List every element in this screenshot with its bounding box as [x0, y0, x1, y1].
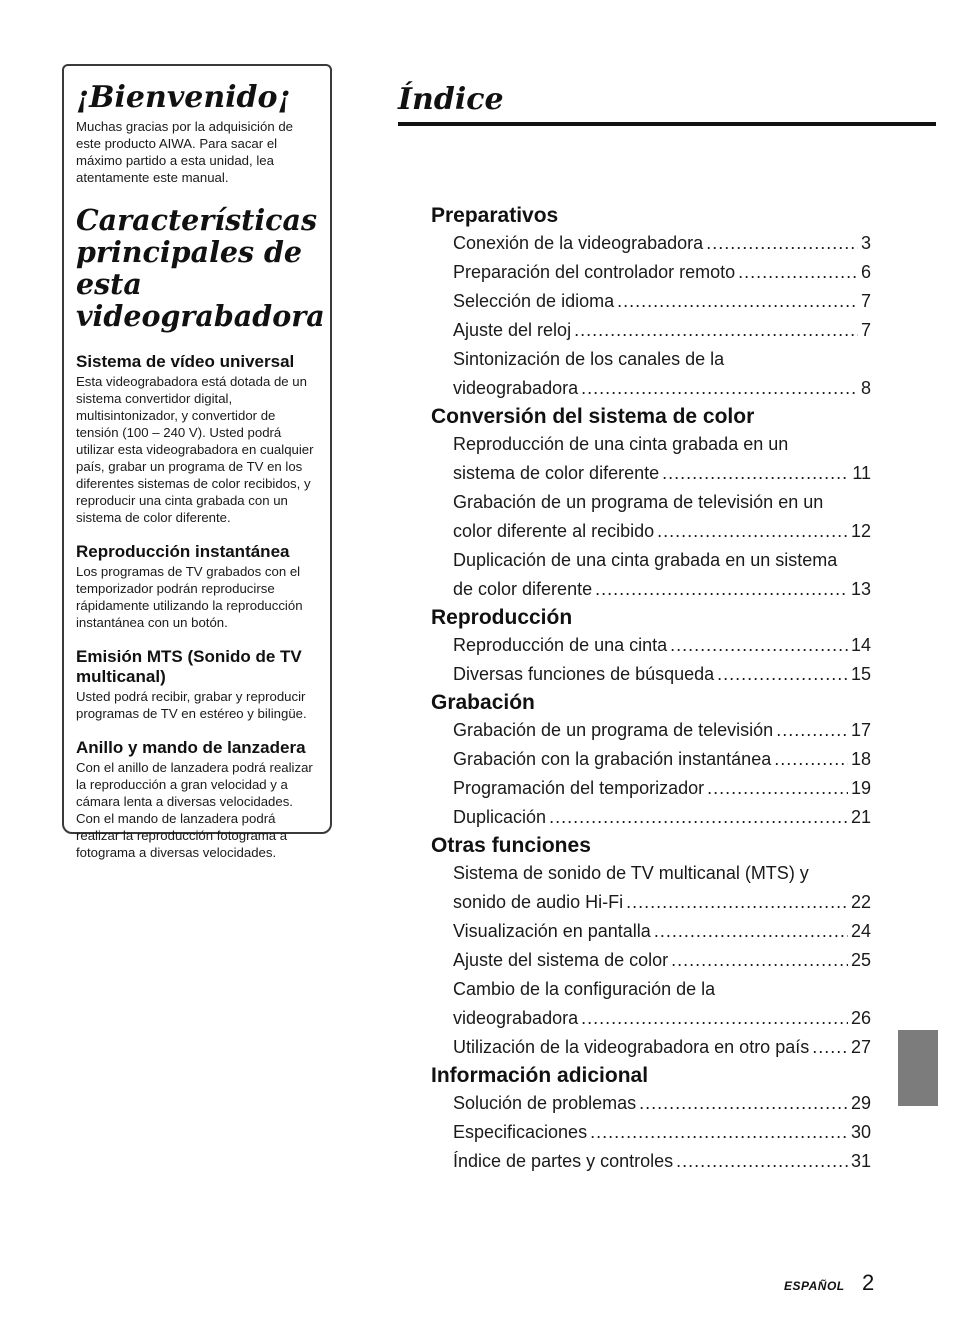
section-thumb-tab [898, 1030, 938, 1106]
toc-entry [453, 946, 871, 975]
toc-entry [453, 1089, 871, 1118]
toc-entry-label: Selección de idioma [453, 291, 615, 311]
toc-entry [453, 488, 871, 517]
toc-entry-label: Especificaciones [453, 1122, 588, 1142]
toc-entry-page: 22 [850, 892, 871, 912]
toc-entry-label: Ajuste del sistema de color [453, 950, 669, 970]
feature-item [76, 542, 320, 631]
feature-text: Los programas de TV grabados con el temporizador podrán reproducirse rápidamente utilizando la reproducción instantánea con un botón. [76, 564, 303, 630]
toc-entry-page: 30 [850, 1122, 871, 1142]
toc-entry-label: de color diferente [453, 579, 593, 599]
leader-dots [595, 575, 848, 604]
feature-heading: Sistema de vídeo universal [76, 352, 295, 371]
leader-dots [657, 517, 848, 546]
toc-entry [453, 1033, 871, 1062]
toc-entry-label: sistema de color diferente [453, 463, 660, 483]
toc-entry-label: Duplicación [453, 807, 547, 827]
toc-entry-label: Ajuste del reloj [453, 320, 572, 340]
toc-entry-label: Duplicación de una cinta grabada en un sistema [453, 550, 838, 570]
leader-dots [676, 1147, 848, 1176]
toc-entry [453, 917, 871, 946]
page-number: 2 [862, 1270, 875, 1295]
toc-entry-page: 31 [850, 1151, 871, 1171]
welcome-title: ¡Bienvenido¡ [76, 80, 291, 115]
toc-entry [453, 374, 871, 403]
leader-dots [549, 803, 848, 832]
toc-entry-label: Grabación de un programa de televisión [453, 720, 774, 740]
feature-item [76, 647, 320, 722]
toc-section [431, 202, 871, 403]
toc-entry [453, 1118, 871, 1147]
toc-entry-page: 26 [850, 1008, 871, 1028]
table-of-contents [431, 202, 871, 1176]
toc-entry [453, 803, 871, 832]
toc-entry-page: 6 [860, 262, 871, 282]
toc-entry-page: 21 [850, 807, 871, 827]
toc-entry-page: 29 [850, 1093, 871, 1113]
leader-dots [581, 374, 858, 403]
toc-entry-label: Sintonización de los canales de la [453, 349, 725, 369]
feature-item [76, 352, 320, 526]
toc-entry-page: 7 [860, 320, 871, 340]
toc-entry [453, 430, 871, 459]
toc-entry [453, 459, 871, 488]
leader-dots [707, 774, 848, 803]
leader-dots [590, 1118, 848, 1147]
leader-dots [639, 1089, 848, 1118]
feature-heading: Emisión MTS (Sonido de TV multicanal) [76, 647, 302, 686]
toc-entry-page: 13 [850, 579, 871, 599]
toc-entry [453, 774, 871, 803]
toc-entry-label: Conexión de la videograbadora [453, 233, 704, 253]
toc-entry [453, 716, 871, 745]
toc-entry-label: Cambio de la configuración de la [453, 979, 716, 999]
toc-entry [453, 975, 871, 1004]
toc-entry-label: Preparación del controlador remoto [453, 262, 736, 282]
toc-entry-label: Solución de problemas [453, 1093, 637, 1113]
leader-dots [626, 888, 848, 917]
leader-dots [717, 660, 848, 689]
toc-section [431, 689, 871, 832]
leader-dots [671, 946, 848, 975]
feature-text: Usted podrá recibir, grabar y reproducir programas de TV en estéreo y bilingüe. [76, 689, 307, 721]
toc-entry [453, 660, 871, 689]
toc-entry-label: Grabación con la grabación instantánea [453, 749, 772, 769]
welcome-text: Muchas gracias por la adquisición de este producto AIWA. Para sacar el máximo partido a esta unidad, lea atentamente este manual. [76, 119, 293, 185]
toc-section [431, 1062, 871, 1176]
toc-entry [453, 316, 871, 345]
leader-dots [574, 316, 858, 345]
toc-section [431, 604, 871, 689]
toc-entry-label: videograbadora [453, 1008, 579, 1028]
feature-heading: Anillo y mando de lanzadera [76, 738, 306, 757]
leader-dots [662, 459, 849, 488]
toc-entry-page: 27 [850, 1037, 871, 1057]
leader-dots [738, 258, 858, 287]
toc-section-heading: Reproducción [431, 606, 573, 629]
toc-entry [453, 745, 871, 774]
toc-entry [453, 517, 871, 546]
features-title: Características principales de esta videograbadora [76, 203, 325, 333]
toc-entry [453, 546, 871, 575]
feature-heading: Reproducción instantánea [76, 542, 290, 561]
toc-entry-page: 25 [850, 950, 871, 970]
feature-text: Esta videograbadora está dotada de un sistema convertidor digital, multisintonizador, y convertidor de tensión (100 – 240 V). Usted podrá utilizar esta videograbadora en cualquier país, grabar un programa de TV en los diferentes sistemas de color recibidos, y reproducir una cinta grabada con un sistema de color diferente. [76, 374, 314, 525]
toc-entry-label: sonido de audio Hi-Fi [453, 892, 624, 912]
toc-section [431, 832, 871, 1062]
toc-entry-page: 14 [850, 635, 871, 655]
leader-dots [776, 716, 848, 745]
toc-entry-label: Índice de partes y controles [453, 1151, 674, 1171]
toc-entry-page: 3 [860, 233, 871, 253]
toc-entry-label: Grabación de un programa de televisión en un [453, 492, 824, 512]
toc-section-heading: Grabación [431, 691, 535, 714]
toc-entry-label: Diversas funciones de búsqueda [453, 664, 715, 684]
toc-entry [453, 229, 871, 258]
toc-entry-page: 11 [852, 463, 871, 483]
toc-entry-label: Visualización en pantalla [453, 921, 651, 941]
toc-section-heading: Conversión del sistema de color [431, 405, 755, 428]
toc-entry-page: 17 [850, 720, 871, 740]
toc-entry-label: Sistema de sonido de TV multicanal (MTS) y [453, 863, 809, 883]
leader-dots [670, 631, 848, 660]
toc-entry-label: Programación del temporizador [453, 778, 705, 798]
toc-section-heading: Otras funciones [431, 834, 591, 857]
toc-section-heading: Preparativos [431, 204, 559, 227]
leader-dots [654, 917, 848, 946]
toc-entry-page: 19 [850, 778, 871, 798]
leader-dots [581, 1004, 848, 1033]
toc-section-heading: Información adicional [431, 1064, 649, 1087]
toc-entry-page: 15 [850, 664, 871, 684]
toc-entry-label: color diferente al recibido [453, 521, 655, 541]
feature-item [76, 738, 320, 861]
toc-entry-page: 7 [860, 291, 871, 311]
toc-entry-page: 24 [850, 921, 871, 941]
leader-dots [617, 287, 858, 316]
toc-entry-page: 12 [850, 521, 871, 541]
leader-dots [812, 1033, 848, 1062]
welcome-features-box [62, 64, 332, 860]
toc-entry [453, 859, 871, 888]
toc-entry [453, 1147, 871, 1176]
feature-text: Con el anillo de lanzadera podrá realizar la reproducción a gran velocidad y a cámara lenta a diversas velocidades. Con el mando de lanzadera podrá realizar la reproducción fotograma a fotograma a diversas velocidades. [76, 760, 313, 860]
toc-entry-label: Utilización de la videograbadora en otro país [453, 1037, 810, 1057]
toc-entry [453, 258, 871, 287]
toc-entry-label: videograbadora [453, 378, 579, 398]
toc-entry-label: Reproducción de una cinta grabada en un [453, 434, 789, 454]
toc-entry [453, 345, 871, 374]
toc-section [431, 403, 871, 604]
leader-dots [706, 229, 858, 258]
toc-entry-page: 8 [860, 378, 871, 398]
index-title: Índice [398, 82, 504, 117]
leader-dots [774, 745, 848, 774]
toc-entry [453, 631, 871, 660]
toc-entry [453, 287, 871, 316]
index-divider [398, 122, 936, 126]
toc-entry [453, 575, 871, 604]
toc-entry-label: Reproducción de una cinta [453, 635, 668, 655]
toc-entry [453, 1004, 871, 1033]
footer-language: ESPAÑOL [784, 1279, 845, 1293]
toc-entry [453, 888, 871, 917]
toc-entry-page: 18 [850, 749, 871, 769]
